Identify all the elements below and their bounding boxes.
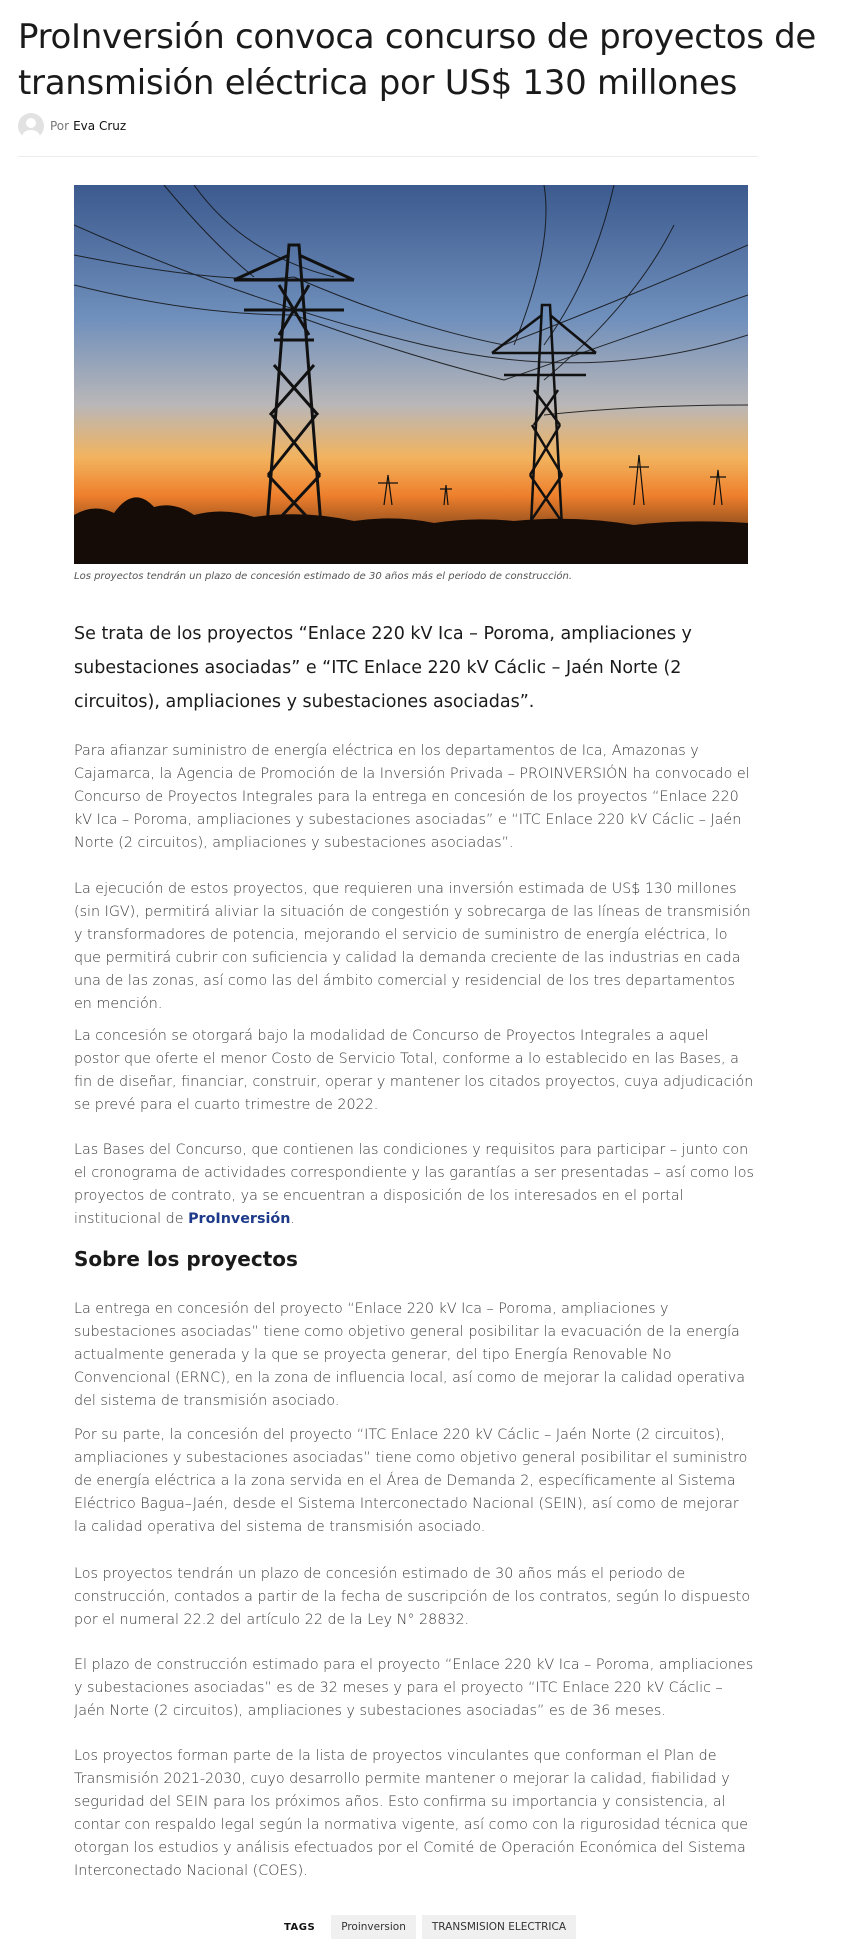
article-paragraph: El plazo de construcción estimado para el proyecto “Enlace 220 kV Ica – Poroma, ampliaciones y subestaciones asociadas” es de 32 meses y para el proyecto “ITC Enlace 220 kV Cáclic – Jaén Norte (2 circuitos), ampliaciones y subestaciones asociadas” es de 36 meses. <box>74 1657 754 1719</box>
article-paragraph: Los proyectos forman parte de la lista de proyectos vinculantes que conforman el Plan de Transmisión 2021-2030, cuyo desarrollo permite mantener o mejorar la calidad, fiabilidad y seguridad del SEIN para los próximos años. Esto confirma su importancia y consistencia, al contar con respaldo legal según la normativa vigente, así como con la rigurosidad técnica que otorgan los estudios y análisis efectuados por el Comité de Operación Económica del Sistema Interconectado Nacional (COES). <box>74 1748 748 1879</box>
article-paragraph: Los proyectos tendrán un plazo de concesión estimado de 30 años más el periodo de construcción, contados a partir de la fecha de suscripción de los contratos, según lo dispuesto por el numeral 22.2 del artículo 22 de la Ley N° 28832. <box>74 1566 751 1628</box>
proinversion-link[interactable]: ProInversión <box>188 1211 291 1227</box>
tag-proinversion[interactable]: Proinversion <box>331 1915 416 1939</box>
header-divider <box>18 156 758 157</box>
article-paragraph: La concesión se otorgará bajo la modalidad de Concurso de Proyectos Integrales a aquel postor que oferte el menor Costo de Servicio Total, conforme a lo establecido en las Bases, a fin de diseñar, financiar, construir, operar y mantener los citados proyectos, cuya adjudicación se prevé para el cuarto trimestre de 2022. <box>74 1028 754 1113</box>
article-title: ProInversión convoca concurso de proyectos de transmisión eléctrica por US$ 130 millones <box>18 17 817 103</box>
article-lead: Se trata de los proyectos “Enlace 220 kV Ica – Poroma, ampliaciones y subestaciones asociadas” e “ITC Enlace 220 kV Cáclic – Jaén Norte (2 circuitos), ampliaciones y subestaciones asociadas”. <box>74 624 692 712</box>
author-link[interactable]: Eva Cruz <box>73 119 127 133</box>
tags-label: TAGS <box>284 1921 316 1933</box>
image-caption: Los proyectos tendrán un plazo de concesión estimado de 30 años más el periodo de construcción. <box>74 571 572 582</box>
byline <box>18 112 126 140</box>
article-paragraph: Para afianzar suministro de energía eléctrica en los departamentos de Ica, Amazonas y Cajamarca, la Agencia de Promoción de la Inversión Privada – PROINVERSIÓN ha convocado el Concurso de Proyectos Integrales para la entrega en concesión de los proyectos “Enlace 220 kV Ica – Poroma, ampliaciones y subestaciones asociadas” e “ITC Enlace 220 kV Cáclic – Jaén Norte (2 circuitos), ampliaciones y subestaciones asociadas”. <box>74 743 750 851</box>
user-icon <box>18 113 44 139</box>
article-paragraph: La ejecución de estos proyectos, que requieren una inversión estimada de US$ 130 millones (sin IGV), permitirá aliviar la situación de congestión y sobrecarga de las líneas de transmisión y transformadores de potencia, mejorando el servicio de suministro de energía eléctrica, lo que permitirá cubrir con suficiencia y calidad la demanda creciente de las industrias en cada una de las zonas, así como las del ámbito comercial y residencial de los tres departamentos en mención. <box>74 881 751 1012</box>
article-paragraph: Por su parte, la concesión del proyecto “ITC Enlace 220 kV Cáclic – Jaén Norte (2 circuitos), ampliaciones y subestaciones asociadas” tiene como objetivo general posibilitar el suministro de energía eléctrica a la zona servida en el Área de Demanda 2, específicamente al Sistema Eléctrico Bagua–Jaén, desde el Sistema Interconectado Nacional (SEIN), así como de mejorar la calidad operativa del sistema de transmisión asociado. <box>74 1427 748 1535</box>
tags-bar <box>284 1915 576 1939</box>
article-paragraph: La entrega en concesión del proyecto “Enlace 220 kV Ica – Poroma, ampliaciones y subestaciones asociadas” tiene como objetivo general posibilitar la evacuación de la energía actualmente generada y la que se proyecta generar, del tipo Energía Renovable No Convencional (ERNC), en la zona de influencia local, así como de mejorar la calidad operativa del sistema de transmisión asociado. <box>74 1301 745 1409</box>
paragraph-end: . <box>290 1211 295 1227</box>
featured-image <box>74 185 748 564</box>
byline-prefix: Por <box>50 119 70 133</box>
transmission-towers-image <box>74 185 748 564</box>
paragraph-text: Las Bases del Concurso, que contienen las condiciones y requisitos para participar – junto con el cronograma de actividades correspondiente y las garantías a ser presentadas – así como los proyectos de contrato, ya se encuentran a disposición de los interesados en el portal institucional de <box>74 1142 754 1227</box>
avatar[interactable] <box>18 113 44 139</box>
article-paragraph <box>74 1139 754 1231</box>
tag-transmision-electrica[interactable]: TRANSMISION ELECTRICA <box>422 1915 576 1939</box>
section-heading: Sobre los proyectos <box>74 1247 298 1271</box>
